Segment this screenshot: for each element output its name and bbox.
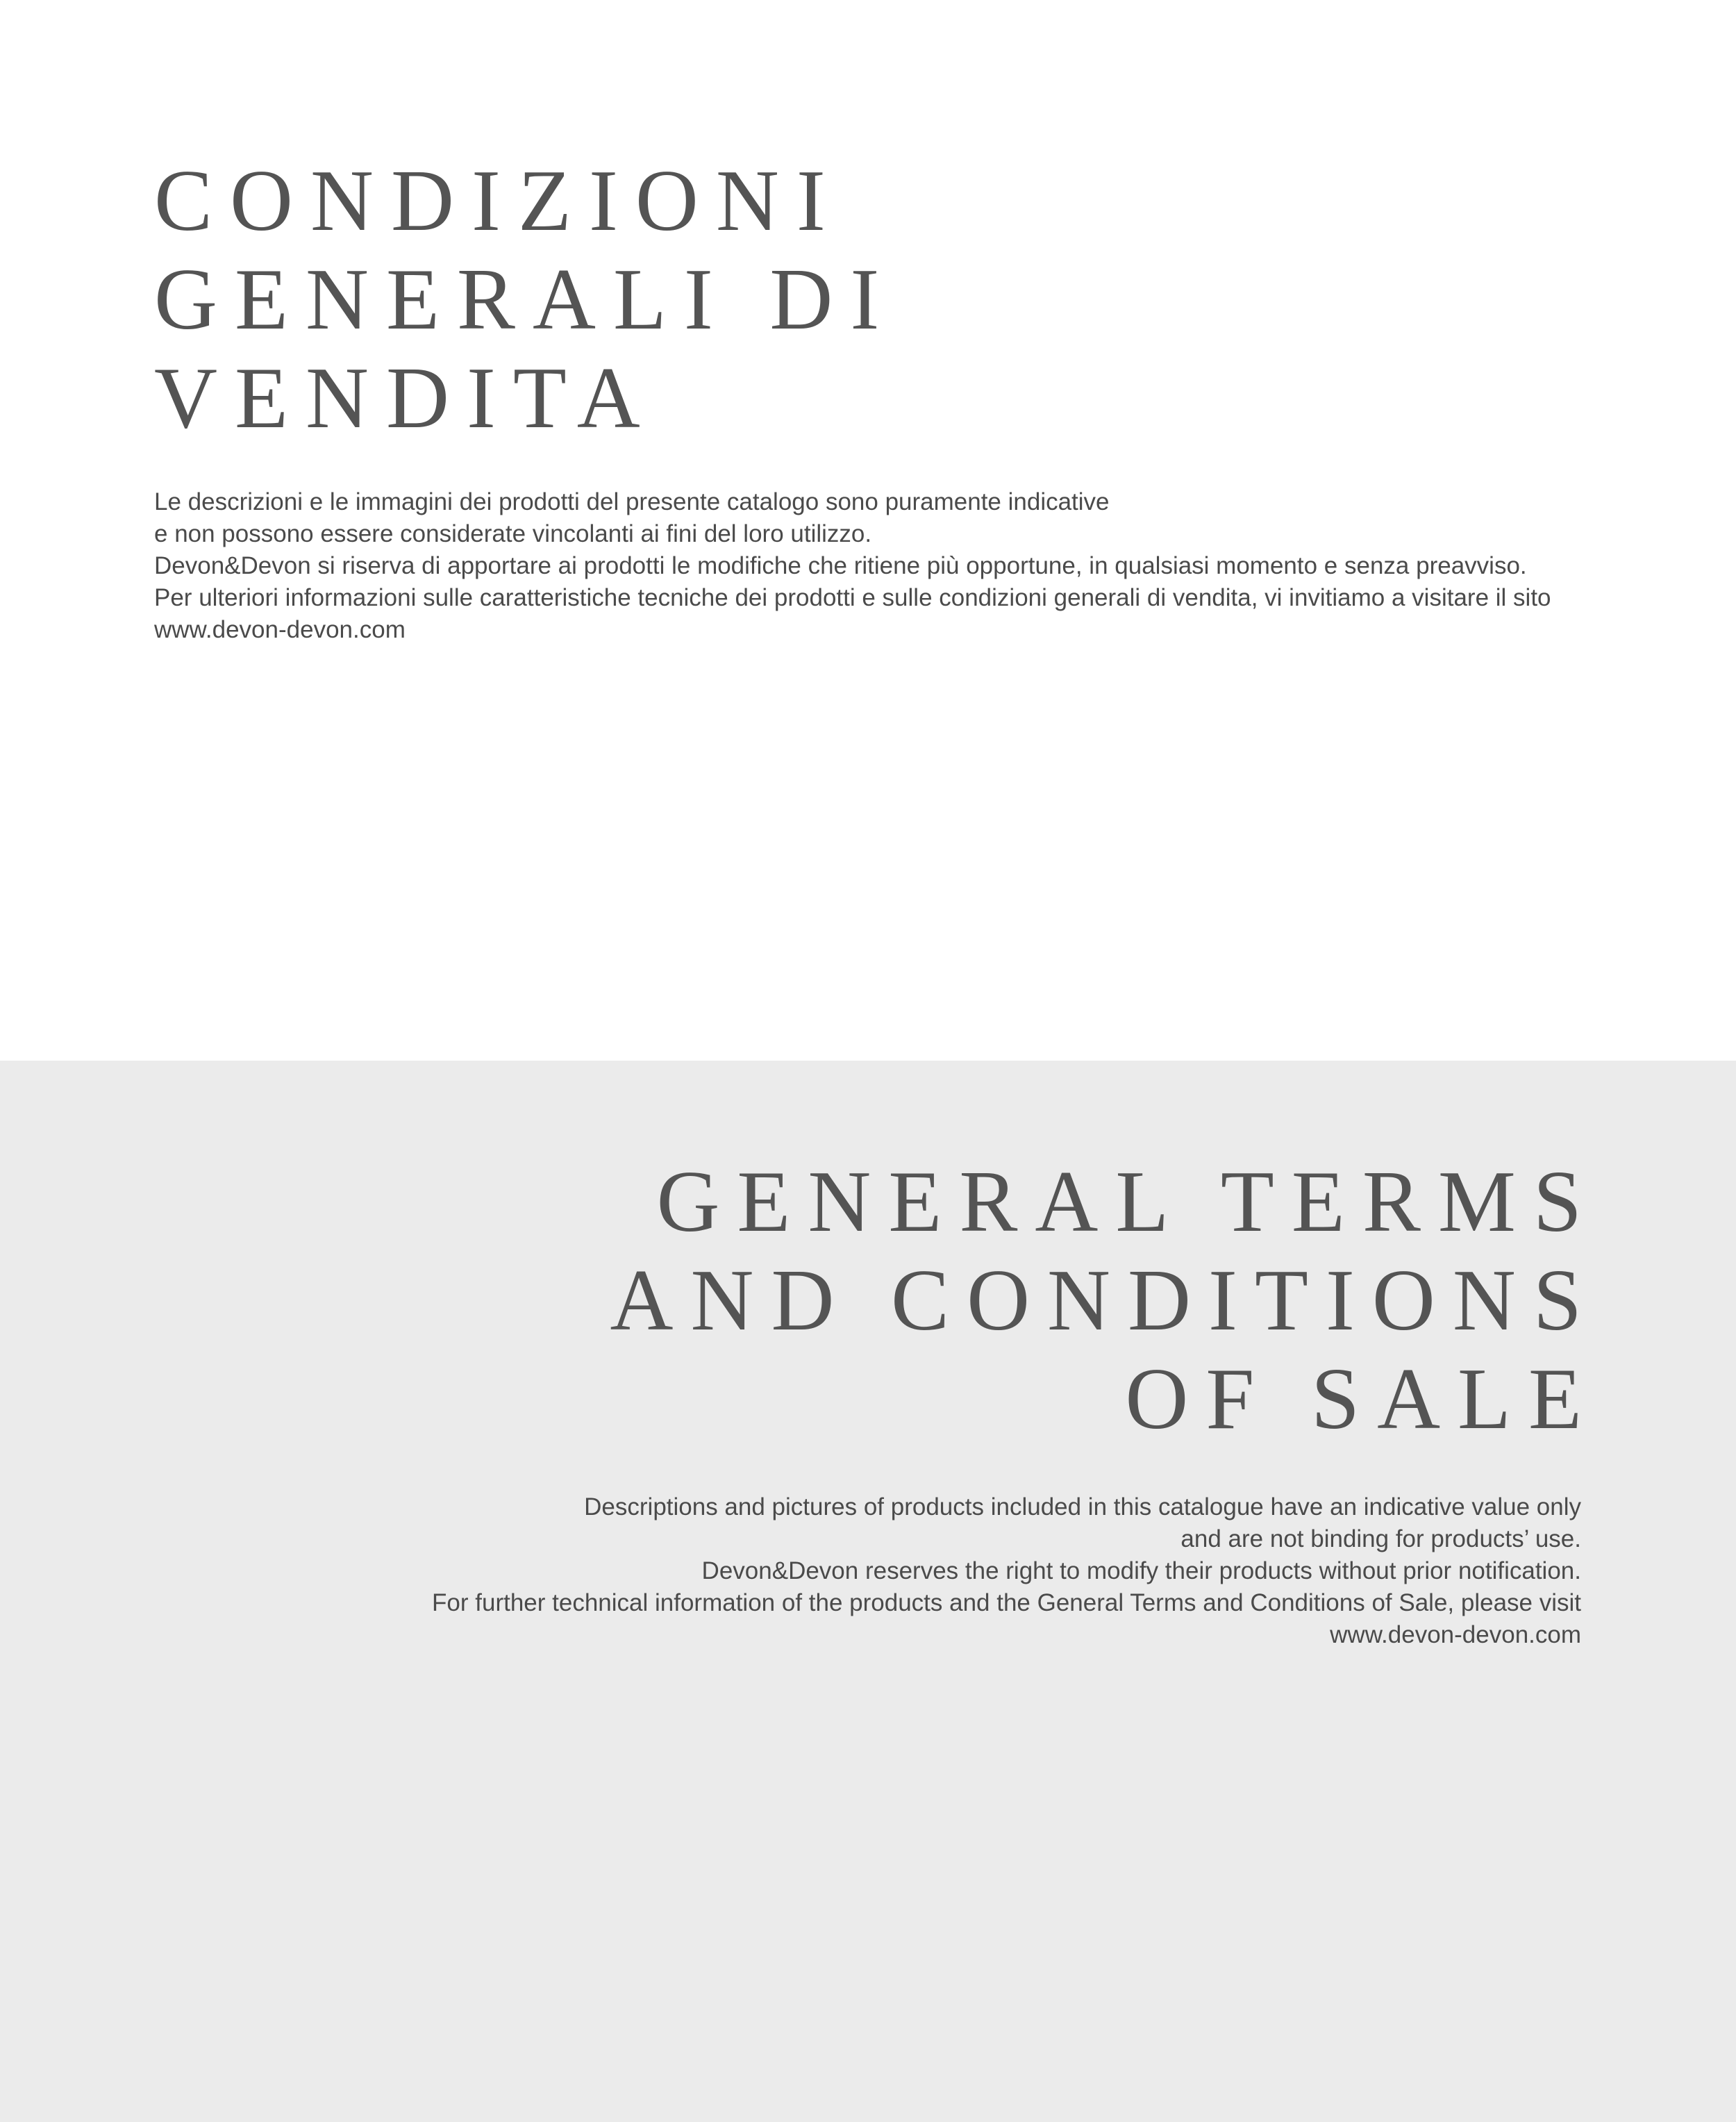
english-paragraph-line: Descriptions and pictures of products included in this catalogue have an indicative value only <box>584 1493 1581 1520</box>
english-title-line: AND CONDITIONS <box>610 1252 1599 1349</box>
italian-paragraph-line: Le descrizioni e le immagini dei prodotti del presente catalogo sono puramente indicative <box>154 488 1110 515</box>
english-paragraph-line: Devon&Devon reserves the right to modify their products without prior notification. <box>701 1557 1581 1584</box>
italian-website-link[interactable]: www.devon-devon.com <box>154 616 406 643</box>
english-title-line: OF SALE <box>1125 1351 1599 1448</box>
english-paragraph <box>432 1491 1581 1651</box>
italian-paragraph <box>154 486 1551 646</box>
italian-title-line: CONDIZIONI <box>154 153 843 249</box>
english-paragraph-line: and are not binding for products’ use. <box>1180 1525 1581 1552</box>
english-paragraph-line: For further technical information of the products and the General Terms and Conditions of Sale, please visit <box>432 1589 1581 1616</box>
italian-title-line: VENDITA <box>154 350 658 447</box>
english-title <box>610 1153 1599 1449</box>
italian-paragraph-line: Devon&Devon si riserva di apportare ai prodotti le modifiche che ritiene più opportune, in qualsiasi momento e senza preavviso. <box>154 552 1527 579</box>
italian-paragraph-line: e non possono essere considerate vincolanti ai fini del loro utilizzo. <box>154 520 872 547</box>
english-website-link[interactable]: www.devon-devon.com <box>1330 1621 1581 1648</box>
italian-title-line: GENERALI DI <box>154 251 897 348</box>
italian-paragraph-line: Per ulteriori informazioni sulle caratteristiche tecniche dei prodotti e sulle condizioni generali di vendita, vi invitiamo a visitare il sito <box>154 584 1551 611</box>
english-title-line: GENERAL TERMS <box>656 1154 1599 1250</box>
italian-title <box>154 152 896 448</box>
english-section <box>0 1061 1736 2122</box>
